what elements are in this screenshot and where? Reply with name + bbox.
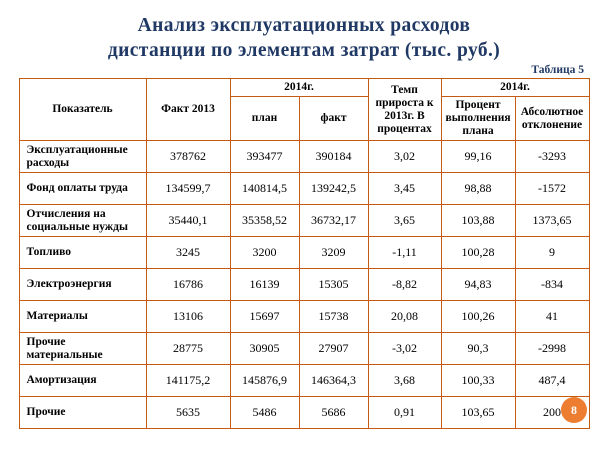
cell-fact: 3209 xyxy=(299,237,368,269)
expenses-table xyxy=(19,78,590,429)
cell-plan: 140814,5 xyxy=(230,173,299,205)
table-head xyxy=(19,79,589,141)
table-row xyxy=(19,141,589,173)
row-label: Отчисления на социальные нужды xyxy=(19,205,146,237)
table-number-caption: Таблица 5 xyxy=(531,64,584,76)
row-label: Прочие xyxy=(19,397,146,429)
cell-fact-2013: 35440,1 xyxy=(146,205,230,237)
cell-abs-deviation: 487,4 xyxy=(515,365,589,397)
cell-abs-deviation: -3293 xyxy=(515,141,589,173)
column-header-rate: Темп прироста к 2013г. В процентах xyxy=(368,79,441,141)
cell-plan: 5486 xyxy=(230,397,299,429)
cell-abs-deviation: -2998 xyxy=(515,333,589,365)
cell-abs-deviation: 41 xyxy=(515,301,589,333)
cell-fact: 139242,5 xyxy=(299,173,368,205)
cell-plan: 3200 xyxy=(230,237,299,269)
cell-plan-percent: 94,83 xyxy=(441,269,515,301)
page-title-line2: дистанции по элементам затрат (тыс. руб.) xyxy=(107,40,501,61)
slide-page xyxy=(0,13,608,468)
table-row xyxy=(19,205,589,237)
cell-plan-percent: 98,88 xyxy=(441,173,515,205)
cell-abs-deviation: -1572 xyxy=(515,173,589,205)
column-header-fact-2013: Факт 2013 xyxy=(146,79,230,141)
cell-fact-2013: 5635 xyxy=(146,397,230,429)
column-header-plan: план xyxy=(230,97,299,141)
cell-rate: 20,08 xyxy=(368,301,441,333)
table-body xyxy=(19,141,589,429)
row-label: Амортизация xyxy=(19,365,146,397)
column-header-indicator: Показатель xyxy=(19,79,146,141)
cell-rate: 0,91 xyxy=(368,397,441,429)
cell-rate: -8,82 xyxy=(368,269,441,301)
column-header-abs-deviation: Абсолютное отклонение xyxy=(515,97,589,141)
cell-plan: 16139 xyxy=(230,269,299,301)
cell-fact-2013: 28775 xyxy=(146,333,230,365)
cell-fact-2013: 378762 xyxy=(146,141,230,173)
cell-rate: 3,45 xyxy=(368,173,441,205)
row-label: Прочие материальные xyxy=(19,333,146,365)
cell-fact: 5686 xyxy=(299,397,368,429)
page-title-line1: Анализ эксплуатационных расходов xyxy=(137,15,471,36)
cell-abs-deviation: -834 xyxy=(515,269,589,301)
cell-fact: 146364,3 xyxy=(299,365,368,397)
cell-fact-2013: 134599,7 xyxy=(146,173,230,205)
group-header-2014-b: 2014г. xyxy=(441,79,589,97)
table-row xyxy=(19,365,589,397)
cell-fact-2013: 141175,2 xyxy=(146,365,230,397)
cell-plan: 15697 xyxy=(230,301,299,333)
cell-fact: 15738 xyxy=(299,301,368,333)
cell-plan: 393477 xyxy=(230,141,299,173)
table-header-row-1 xyxy=(19,79,589,97)
cell-fact: 27907 xyxy=(299,333,368,365)
table-row xyxy=(19,269,589,301)
row-label: Топливо xyxy=(19,237,146,269)
cell-plan-percent: 90,3 xyxy=(441,333,515,365)
row-label: Материалы xyxy=(19,301,146,333)
cell-rate: 3,65 xyxy=(368,205,441,237)
row-label: Фонд оплаты труда xyxy=(19,173,146,205)
cell-rate: 3,68 xyxy=(368,365,441,397)
page-number-badge: 8 xyxy=(561,397,587,423)
table-row xyxy=(19,397,589,429)
column-header-plan-percent: Процент выполнения плана xyxy=(441,97,515,141)
cell-plan: 145876,9 xyxy=(230,365,299,397)
cell-abs-deviation: 9 xyxy=(515,237,589,269)
table-row xyxy=(19,333,589,365)
cell-plan-percent: 103,65 xyxy=(441,397,515,429)
cell-fact-2013: 13106 xyxy=(146,301,230,333)
cell-plan-percent: 100,26 xyxy=(441,301,515,333)
cell-fact: 390184 xyxy=(299,141,368,173)
table-row xyxy=(19,301,589,333)
cell-rate: -3,02 xyxy=(368,333,441,365)
cell-plan-percent: 99,16 xyxy=(441,141,515,173)
table-row xyxy=(19,173,589,205)
cell-plan-percent: 100,28 xyxy=(441,237,515,269)
cell-fact: 36732,17 xyxy=(299,205,368,237)
cell-plan: 35358,52 xyxy=(230,205,299,237)
table-row xyxy=(19,237,589,269)
cell-rate: -1,11 xyxy=(368,237,441,269)
cell-fact-2013: 3245 xyxy=(146,237,230,269)
cell-plan-percent: 103,88 xyxy=(441,205,515,237)
row-label: Электроэнергия xyxy=(19,269,146,301)
group-header-2014: 2014г. xyxy=(230,79,368,97)
column-header-fact: факт xyxy=(299,97,368,141)
cell-fact-2013: 16786 xyxy=(146,269,230,301)
cell-abs-deviation: 200 xyxy=(515,397,589,429)
page-title xyxy=(18,13,590,63)
cell-rate: 3,02 xyxy=(368,141,441,173)
cell-abs-deviation: 1373,65 xyxy=(515,205,589,237)
row-label: Эксплуатационные расходы xyxy=(19,141,146,173)
cell-plan: 30905 xyxy=(230,333,299,365)
cell-fact: 15305 xyxy=(299,269,368,301)
cell-plan-percent: 100,33 xyxy=(441,365,515,397)
